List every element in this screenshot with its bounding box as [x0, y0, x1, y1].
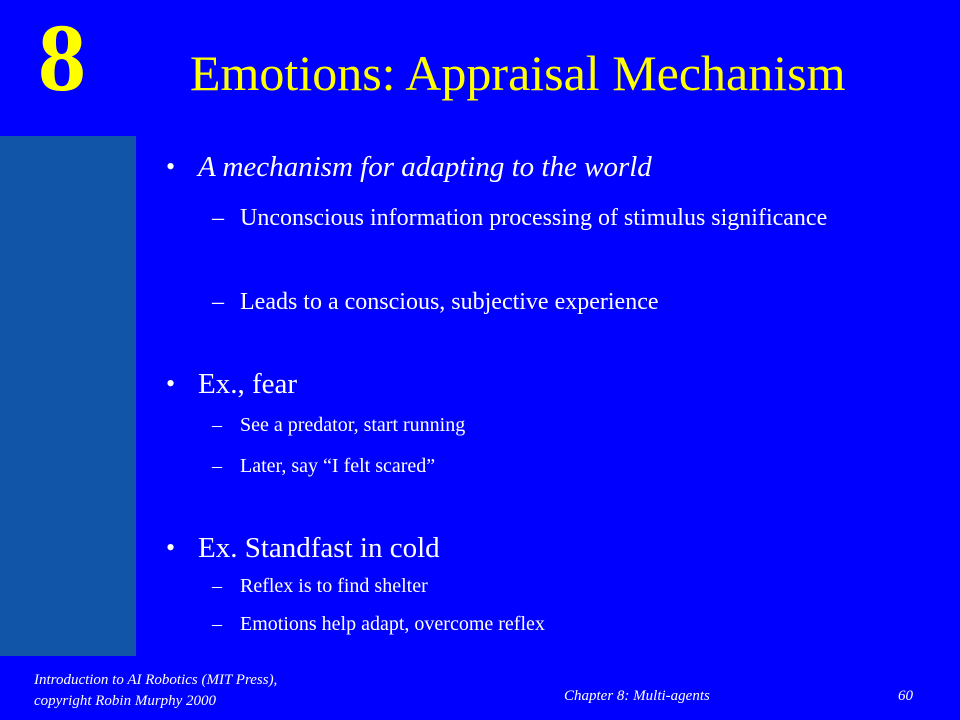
footer-chapter: Chapter 8: Multi-agents: [564, 688, 710, 704]
sub-bullet-text: Emotions help adapt, overcome reflex: [240, 613, 545, 635]
bullet-item: [166, 531, 440, 565]
sub-bullet-marker: –: [212, 613, 222, 635]
bullet-marker: •: [166, 533, 176, 562]
sub-bullet-marker: –: [212, 289, 224, 315]
bullet-item: [166, 367, 297, 401]
sub-bullet-item: [212, 569, 912, 603]
sub-bullet-text: See a predator, start running: [240, 414, 466, 436]
sub-bullet-marker: –: [212, 455, 222, 477]
sub-bullet-item: [212, 449, 912, 483]
sub-bullet-item: [212, 201, 872, 235]
sub-bullet-item: [212, 408, 912, 442]
sub-bullet-text: Leads to a conscious, subjective experience: [240, 289, 659, 315]
sub-bullet-text: Unconscious information processing of stimulus significance: [240, 205, 828, 231]
footer-source-line: Introduction to AI Robotics (MIT Press),: [34, 672, 278, 688]
bullet-marker: •: [166, 152, 176, 181]
bullet-text: A mechanism for adapting to the world: [198, 151, 652, 183]
sub-bullet-marker: –: [212, 414, 222, 436]
page-number: 60: [898, 688, 913, 704]
sub-bullet-item: [212, 607, 912, 641]
sub-bullet-marker: –: [212, 205, 224, 231]
footer-source: [34, 670, 277, 712]
bullet-marker: •: [166, 369, 176, 398]
sub-bullet-item: [212, 285, 912, 319]
sub-bullet-text: Reflex is to find shelter: [240, 575, 428, 597]
bullet-text: Ex. Standfast in cold: [198, 532, 440, 564]
side-panel: [0, 136, 136, 656]
slide-title: Emotions: Appraisal Mechanism: [190, 45, 846, 101]
sub-bullet-text: Later, say “I felt scared”: [240, 455, 436, 477]
footer-source-line: copyright Robin Murphy 2000: [34, 693, 217, 709]
bullet-text: Ex., fear: [198, 368, 298, 400]
chapter-number: 8: [38, 4, 86, 111]
sub-bullet-marker: –: [212, 575, 222, 597]
bullet-item: [166, 150, 652, 184]
